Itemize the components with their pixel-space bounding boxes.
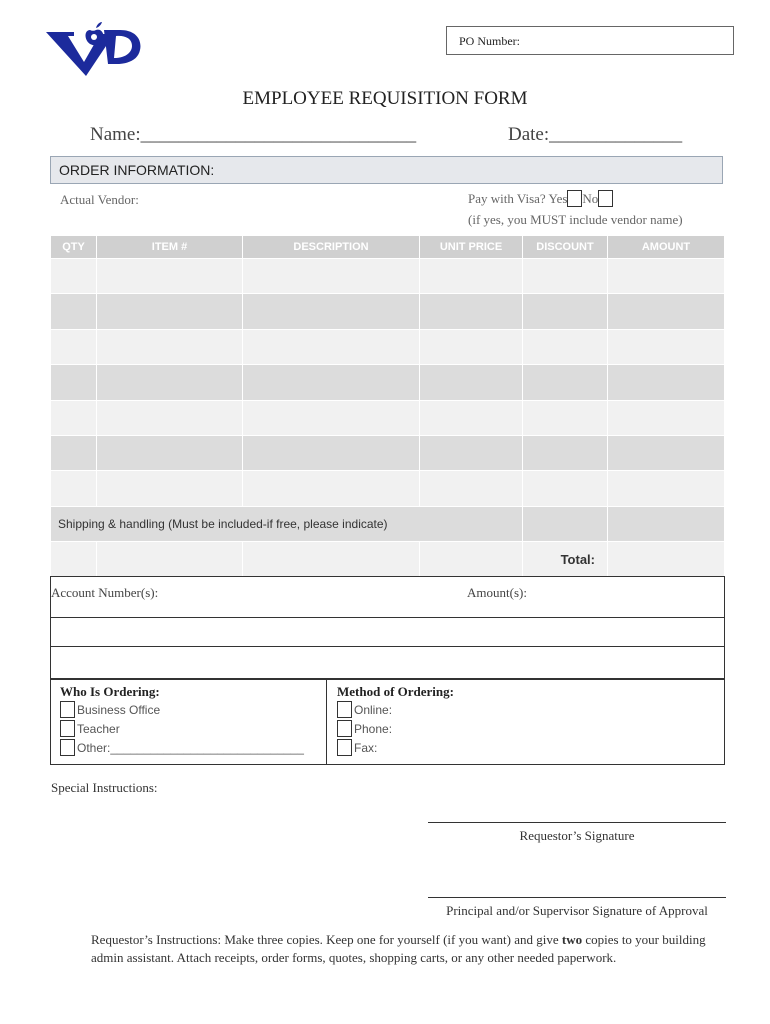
online-label: Online: bbox=[354, 702, 393, 717]
table-row bbox=[51, 365, 725, 400]
col-amount: AMOUNT bbox=[608, 236, 725, 259]
form-title: EMPLOYEE REQUISITION FORM bbox=[242, 88, 528, 109]
total-amount-cell[interactable] bbox=[608, 542, 725, 577]
table-cell[interactable] bbox=[523, 400, 608, 435]
school-logo bbox=[44, 20, 142, 78]
ordering-section bbox=[50, 679, 725, 765]
shipping-row bbox=[51, 506, 725, 541]
table-cell bbox=[51, 542, 97, 577]
table-cell[interactable] bbox=[420, 259, 523, 294]
requestor-signature-label: Requestor’s Signature bbox=[519, 828, 635, 843]
account-number-label: Account Number(s): bbox=[51, 585, 159, 600]
logo-v-shape bbox=[46, 32, 114, 76]
table-cell[interactable] bbox=[523, 435, 608, 470]
table-cell[interactable] bbox=[608, 294, 725, 329]
other-checkbox[interactable] bbox=[60, 739, 75, 756]
teacher-checkbox[interactable] bbox=[60, 720, 75, 737]
col-item-number: ITEM # bbox=[97, 236, 243, 259]
method-option-fax[interactable] bbox=[337, 738, 454, 757]
instructions-emphasis: two bbox=[561, 932, 583, 947]
section-divider bbox=[326, 680, 327, 764]
table-cell[interactable] bbox=[608, 471, 725, 506]
table-cell[interactable] bbox=[51, 294, 97, 329]
name-field[interactable]: Name:_____________________________ bbox=[90, 124, 417, 145]
who-is-ordering-heading: Who Is Ordering: bbox=[60, 684, 160, 699]
col-qty: QTY bbox=[51, 236, 97, 259]
table-cell[interactable] bbox=[608, 400, 725, 435]
table-cell[interactable] bbox=[243, 259, 420, 294]
principal-signature-label: Principal and/or Supervisor Signature of Approval bbox=[446, 903, 708, 918]
table-cell[interactable] bbox=[243, 400, 420, 435]
account-row[interactable] bbox=[51, 618, 724, 647]
visa-note: (if yes, you MUST include vendor name) bbox=[468, 212, 683, 227]
shipping-discount-cell[interactable] bbox=[523, 506, 608, 541]
table-cell bbox=[420, 542, 523, 577]
table-cell[interactable] bbox=[608, 259, 725, 294]
table-cell[interactable] bbox=[420, 329, 523, 364]
po-number-label: PO Number: bbox=[459, 34, 520, 48]
total-label: Total: bbox=[523, 542, 608, 577]
table-cell[interactable] bbox=[97, 471, 243, 506]
visa-no-checkbox[interactable] bbox=[598, 190, 613, 207]
logo-d-shape bbox=[104, 30, 140, 64]
instructions-text-2: copies to your building admin assistant. Attach receipts, order forms, quotes, shopping carts, or any other needed paperwork. bbox=[91, 932, 706, 965]
col-description: DESCRIPTION bbox=[243, 236, 420, 259]
table-cell[interactable] bbox=[51, 259, 97, 294]
table-cell bbox=[97, 542, 243, 577]
phone-checkbox[interactable] bbox=[337, 720, 352, 737]
table-cell[interactable] bbox=[243, 294, 420, 329]
logo-apple-shape bbox=[86, 22, 104, 45]
items-table bbox=[50, 235, 725, 578]
business-office-checkbox[interactable] bbox=[60, 701, 75, 718]
table-cell[interactable] bbox=[523, 329, 608, 364]
table-cell[interactable] bbox=[420, 471, 523, 506]
actual-vendor-label: Actual Vendor: bbox=[60, 192, 139, 207]
table-row bbox=[51, 329, 725, 364]
table-cell[interactable] bbox=[243, 435, 420, 470]
table-cell[interactable] bbox=[51, 329, 97, 364]
table-cell[interactable] bbox=[523, 294, 608, 329]
shipping-amount-cell[interactable] bbox=[608, 506, 725, 541]
po-number-field[interactable] bbox=[446, 26, 734, 55]
who-option-business-office[interactable] bbox=[60, 700, 304, 719]
business-office-label: Business Office bbox=[77, 702, 161, 717]
special-instructions-label: Special Instructions: bbox=[51, 780, 158, 795]
amount-label: Amount(s): bbox=[467, 585, 527, 600]
other-label: Other:_____________________________ bbox=[77, 740, 304, 755]
account-row-header[interactable] bbox=[51, 577, 724, 618]
table-cell[interactable] bbox=[97, 329, 243, 364]
method-of-ordering-heading: Method of Ordering: bbox=[337, 684, 454, 699]
who-option-teacher[interactable] bbox=[60, 719, 304, 738]
phone-label: Phone: bbox=[354, 721, 393, 736]
table-cell[interactable] bbox=[51, 471, 97, 506]
total-row bbox=[51, 542, 725, 577]
table-row bbox=[51, 471, 725, 506]
items-table-header bbox=[51, 236, 725, 259]
table-cell[interactable] bbox=[243, 471, 420, 506]
visa-question bbox=[468, 190, 613, 207]
table-cell[interactable] bbox=[97, 435, 243, 470]
table-cell[interactable] bbox=[608, 435, 725, 470]
visa-question-label: Pay with Visa? bbox=[468, 191, 546, 206]
table-cell[interactable] bbox=[420, 400, 523, 435]
shipping-label: Shipping & handling (Must be included-if free, please indicate) bbox=[51, 506, 523, 541]
visa-no-label: No bbox=[582, 191, 599, 206]
table-cell[interactable] bbox=[523, 365, 608, 400]
requestor-signature-line[interactable] bbox=[428, 822, 726, 823]
visa-yes-label: Yes bbox=[548, 191, 568, 206]
table-cell[interactable] bbox=[420, 294, 523, 329]
table-row bbox=[51, 259, 725, 294]
instructions-text-1: Requestor’s Instructions: Make three copies. Keep one for yourself (if you want) and give bbox=[91, 932, 562, 947]
table-cell[interactable] bbox=[523, 471, 608, 506]
table-row bbox=[51, 435, 725, 470]
table-cell[interactable] bbox=[97, 259, 243, 294]
table-cell[interactable] bbox=[243, 329, 420, 364]
method-of-ordering bbox=[337, 684, 454, 757]
col-unit-price: UNIT PRICE bbox=[420, 236, 523, 259]
table-cell[interactable] bbox=[243, 365, 420, 400]
account-section bbox=[50, 576, 725, 679]
table-cell[interactable] bbox=[97, 400, 243, 435]
table-row bbox=[51, 400, 725, 435]
table-cell[interactable] bbox=[608, 365, 725, 400]
fax-label: Fax: bbox=[354, 740, 378, 755]
table-cell[interactable] bbox=[608, 329, 725, 364]
method-option-online[interactable] bbox=[337, 700, 454, 719]
principal-signature-line[interactable] bbox=[428, 897, 726, 898]
fax-checkbox[interactable] bbox=[337, 739, 352, 756]
table-cell[interactable] bbox=[420, 365, 523, 400]
table-cell[interactable] bbox=[51, 400, 97, 435]
who-is-ordering bbox=[60, 684, 304, 757]
table-cell[interactable] bbox=[51, 435, 97, 470]
table-cell[interactable] bbox=[523, 259, 608, 294]
date-field[interactable]: Date:______________ bbox=[508, 124, 683, 145]
table-cell[interactable] bbox=[51, 365, 97, 400]
table-cell[interactable] bbox=[97, 294, 243, 329]
col-discount: DISCOUNT bbox=[523, 236, 608, 259]
online-checkbox[interactable] bbox=[337, 701, 352, 718]
visa-yes-checkbox[interactable] bbox=[567, 190, 582, 207]
table-cell bbox=[243, 542, 420, 577]
method-option-phone[interactable] bbox=[337, 719, 454, 738]
who-option-other[interactable] bbox=[60, 738, 304, 757]
table-row bbox=[51, 294, 725, 329]
table-cell[interactable] bbox=[97, 365, 243, 400]
table-cell[interactable] bbox=[420, 435, 523, 470]
requestor-instructions bbox=[91, 931, 731, 967]
teacher-label: Teacher bbox=[77, 721, 120, 736]
order-information-header: ORDER INFORMATION: bbox=[50, 156, 723, 184]
